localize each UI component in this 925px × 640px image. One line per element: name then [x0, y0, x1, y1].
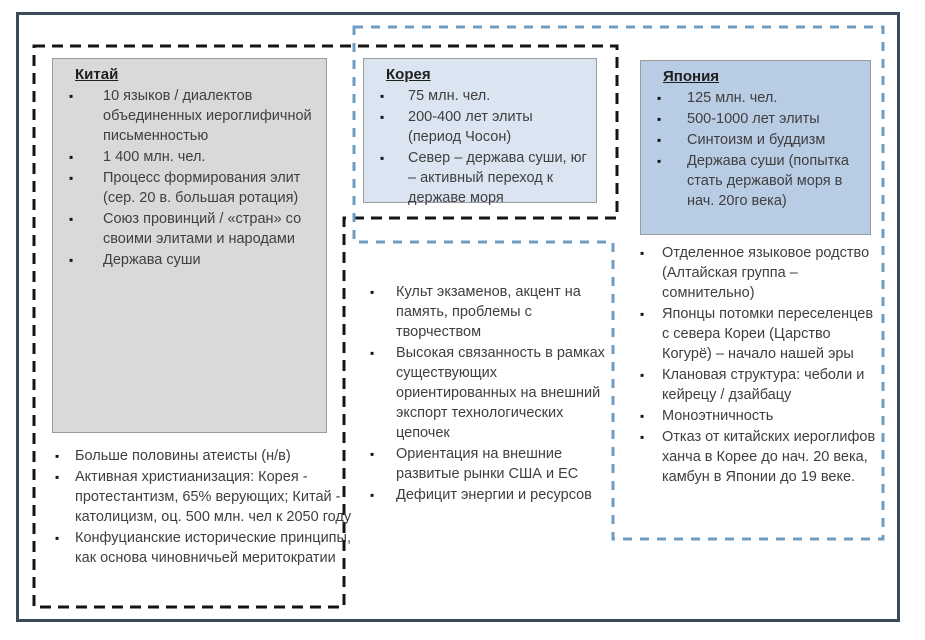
list-item: ▪ Дефицит энергии и ресурсов: [358, 485, 614, 505]
list-item: ▪ 125 млн. чел.: [655, 88, 862, 108]
list-item: ▪ Процесс формирования элит (сер. 20 в. большая ротация): [67, 168, 318, 208]
list-item: ▪ Больше половины атеисты (н/в): [44, 446, 354, 466]
list-item: ▪ Держава суши (попытка стать державой моря в нач. 20го века): [655, 151, 862, 211]
list-item: ▪ 75 млн. чел.: [378, 86, 588, 106]
korea-japan-traits-list: [634, 243, 880, 488]
korea-box-title: Корея: [386, 66, 431, 83]
japan-box-list: [655, 88, 862, 211]
list-item: ▪ Конфуцианские исторические принципы, как основа чиновничьей меритократии: [44, 528, 354, 568]
list-item: ▪ Ориентация на внешние развитые рынки США и ЕС: [358, 444, 614, 484]
korea-box: [363, 58, 597, 206]
list-item: ▪ 1 400 млн. чел.: [67, 147, 318, 167]
list-item: ▪ Японцы потомки переселенцев с севера Кореи (Царство Когурё) – начало нашей эры: [634, 304, 880, 364]
list-item: ▪ Высокая связанность в рамках существующих ориентированных на внешний экспорт технологических цепочек: [358, 343, 614, 443]
list-item: ▪ Моноэтничность: [634, 406, 880, 426]
china-box: [52, 58, 327, 433]
korea-japan-traits-items: [634, 243, 880, 487]
china-korea-traits-list: [44, 446, 354, 569]
china-box-title: Китай: [75, 66, 119, 83]
list-item: ▪ 200-400 лет элиты (период Чосон): [378, 107, 588, 147]
list-item: ▪ Союз провинций / «стран» со своими элитами и народами: [67, 209, 318, 249]
japan-box-title: Япония: [663, 68, 720, 85]
list-item: ▪ Культ экзаменов, акцент на память, проблемы с творчеством: [358, 282, 614, 342]
list-item: ▪ Синтоизм и буддизм: [655, 130, 862, 150]
list-item: ▪ Отделенное языковое родство (Алтайская группа – сомнительно): [634, 243, 880, 303]
list-item: ▪ 500-1000 лет элиты: [655, 109, 862, 129]
list-item: ▪ Север – держава суши, юг – активный переход к державе моря: [378, 148, 588, 208]
list-item: ▪ 10 языков / диалектов объединенных иероглифичной письменностью: [67, 86, 318, 146]
shared-traits-items: [358, 282, 614, 505]
china-box-list: [67, 86, 318, 270]
list-item: ▪ Держава суши: [67, 250, 318, 270]
china-korea-traits-items: [44, 446, 354, 568]
list-item: ▪ Отказ от китайских иероглифов ханча в Корее до нач. 20 века, камбун в Японии до 19 веке.: [634, 427, 880, 487]
japan-box: [640, 60, 871, 235]
korea-box-list: [378, 86, 588, 208]
list-item: ▪ Активная христианизация: Корея - протестантизм, 65% верующих; Китай - католицизм, оц. 500 млн. чел к 2050 году: [44, 467, 354, 527]
shared-traits-list: [358, 282, 614, 506]
list-item: ▪ Клановая структура: чеболи и кейрецу / дзайбацу: [634, 365, 880, 405]
